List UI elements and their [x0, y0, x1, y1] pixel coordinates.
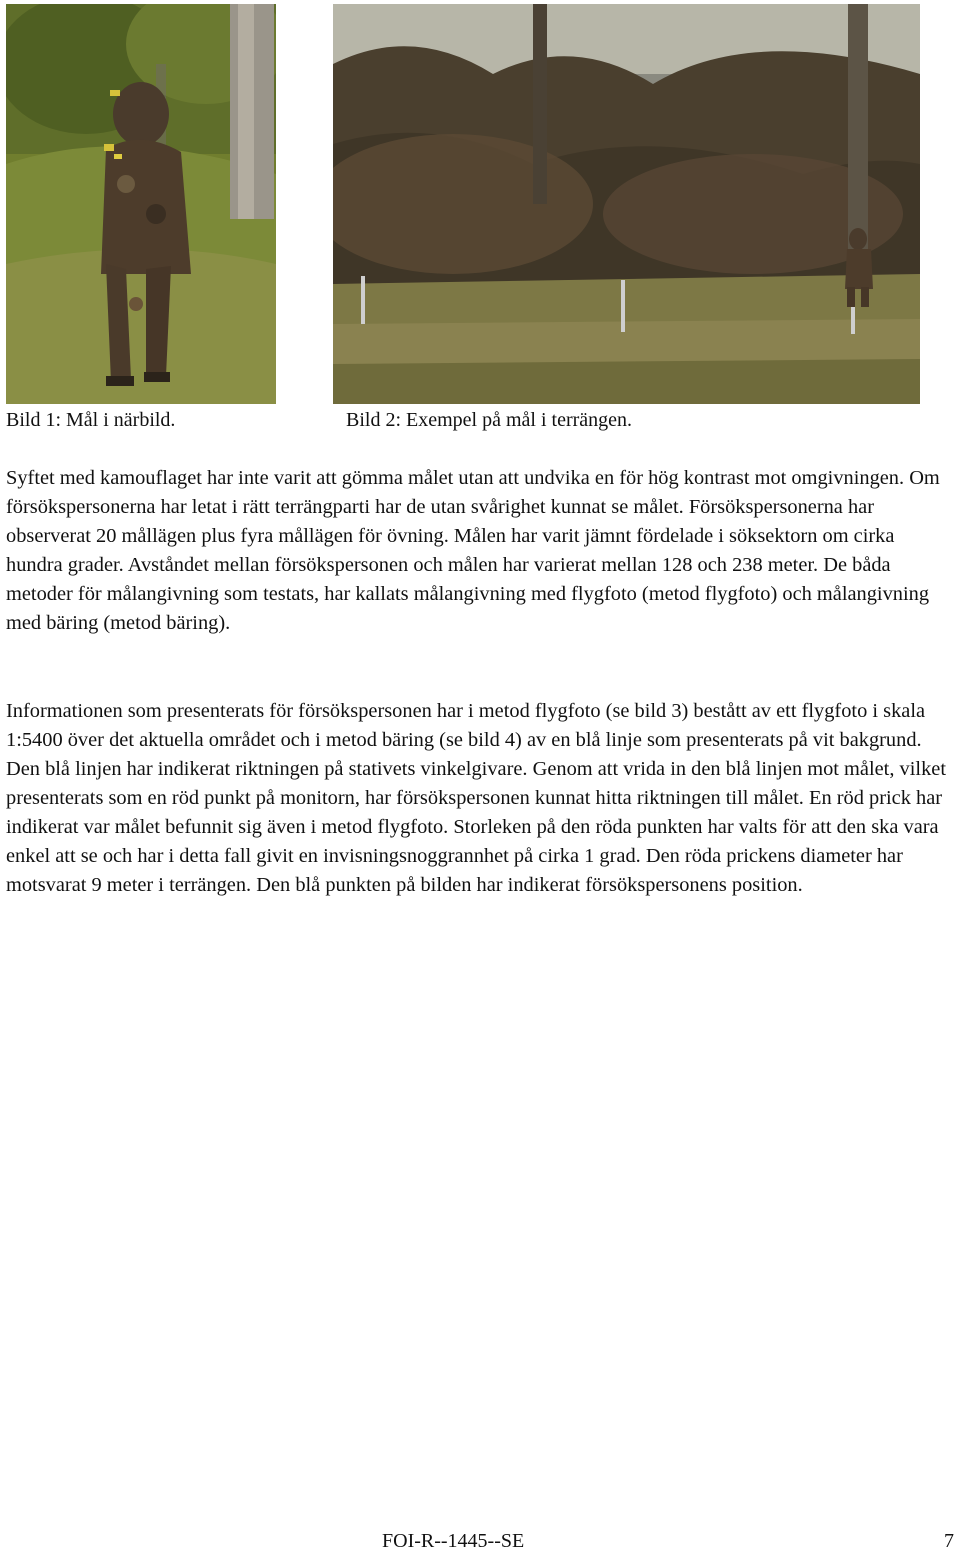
page-number: 7 — [944, 1530, 954, 1552]
figure-caption-1: Bild 1: Mål i närbild. — [6, 409, 176, 431]
photo-target-in-terrain — [333, 4, 920, 404]
photo-target-closeup — [6, 4, 276, 404]
report-id: FOI-R--1445--SE — [382, 1530, 525, 1552]
figure-caption-2: Bild 2: Exempel på mål i terrängen. — [346, 409, 633, 431]
body-paragraph: Syftet med kamouflaget har inte varit att gömma målet utan att undvika en för hög kontrast mot omgivningen. Om försökspersonerna har letat i rätt terrängparti har de utan svårighet kunnat se målet. Försökspersonerna har observerat 20 mållägen plus fyra mållägen för övning. Målen har varit jämnt fördelade i söksektorn om cirka hundra grader. Avståndet mellan försökspersonen och målen har varierat mellan 128 och 238 meter. De båda metoder för målangivning som testats, har kallats målangivning med flygfoto (metod flygfoto) och målangivning med bäring (metod bäring). — [6, 467, 940, 634]
body-paragraph: Informationen som presenterats för försökspersonen har i metod flygfoto (se bild 3) bestått av ett flygfoto i skala 1:5400 över det aktuella området och i metod bäring (se bild 4) av en blå linje som presenterats på vit bakgrund. Den blå linjen har indikerat riktningen på stativets vinkelgivare. Genom att vrida in den blå linjen mot målet, vilket presenterats som en röd punkt på monitorn, har försökspersonen kunnat hitta riktningen till målet. En röd prick har indikerat var målet befunnit sig även i metod flygfoto. Storleken på den röda punkten har valts för att den ska vara enkel att se och har i detta fall givit en invisningsnoggrannhet på cirka 1 grad. Den röda prickens diameter har motsvarat 9 meter i terrängen. Den blå punkten på bilden har indikerat försökspersonens position. — [6, 700, 946, 896]
